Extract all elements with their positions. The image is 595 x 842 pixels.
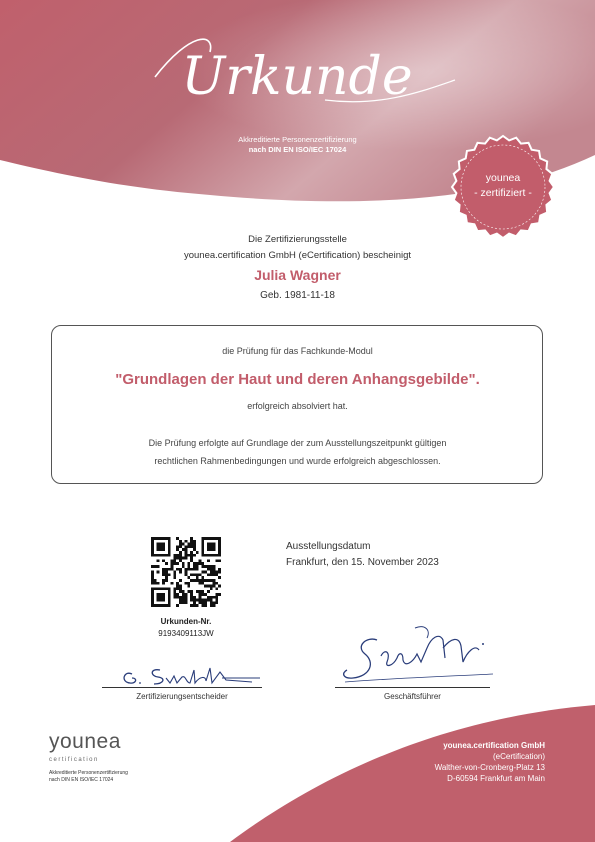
qr-code: [151, 537, 221, 607]
certificate-number-label: Urkunden-Nr.: [160, 617, 212, 626]
signature-line-right: [335, 687, 490, 688]
company-name: younea.certification GmbH: [443, 741, 545, 750]
issue-place-date: Frankfurt, den 15. November 2023: [286, 557, 439, 568]
signature-line-left: [102, 687, 262, 688]
signature-left: [102, 656, 272, 696]
company-address: [435, 740, 545, 784]
exam-intro: die Prüfung für das Fachkunde-Modul: [222, 346, 373, 356]
intro-block: [0, 232, 595, 264]
signature-right: [335, 618, 497, 692]
seal-line1: younea: [485, 172, 521, 184]
exam-module: "Grundlagen der Haut und deren Anhangsgebilde".: [115, 371, 480, 388]
intro-line1: Die Zertifizierungsstelle: [248, 234, 347, 245]
certificate-number: 9193409113JW: [158, 629, 214, 638]
title-script: [0, 22, 595, 122]
company-street: Walther-von-Cronberg-Platz 13: [434, 763, 545, 772]
signature-role-right: Geschäftsführer: [384, 692, 441, 701]
description-line1: Die Prüfung erfolgte auf Grundlage der zum Ausstellungszeitpunkt gültigen: [148, 438, 447, 448]
footer-accreditation-line2: nach DIN EN ISO/IEC 17024: [49, 777, 114, 783]
company-city: D-60594 Frankfurt am Main: [447, 774, 545, 783]
description-line2: rechtlichen Rahmenbedingungen und wurde erfolgreich abgeschlossen.: [154, 456, 441, 466]
recipient-birth: Geb. 1981-11-18: [260, 290, 335, 301]
title-text: Urkunde: [181, 47, 413, 107]
footer-accreditation-line1: Akkreditierte Personenzertifizierung: [49, 770, 128, 776]
seal-line2: - zertifiziert -: [474, 187, 532, 199]
footer-accreditation: [49, 770, 128, 784]
intro-line2: younea.certification GmbH (eCertification) bescheinigt: [183, 250, 412, 261]
signature-role-left: Zertifizierungsentscheider: [136, 692, 228, 701]
recipient-name: Julia Wagner: [254, 267, 341, 283]
accreditation-line1: Akkreditierte Personenzertifizierung: [238, 135, 357, 144]
page-title: [0, 22, 595, 127]
exam-description: [0, 434, 595, 470]
company-subtitle: (eCertification): [492, 752, 545, 761]
younea-logo: younea: [49, 730, 121, 753]
logo-subtitle: certification: [49, 757, 99, 763]
accreditation-line2: nach DIN EN ISO/IEC 17024: [248, 145, 347, 154]
exam-result: erfolgreich absolviert hat.: [247, 401, 348, 411]
issue-date-label: Ausstellungsdatum: [286, 541, 371, 552]
